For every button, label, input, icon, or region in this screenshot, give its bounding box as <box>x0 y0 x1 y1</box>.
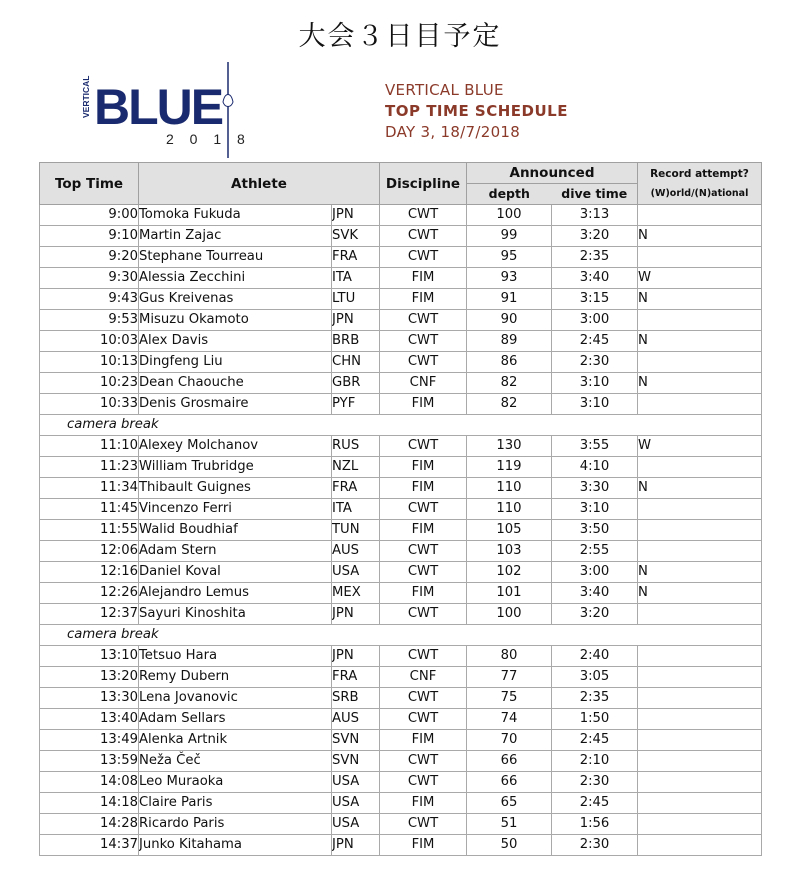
cell-top-time: 11:23 <box>40 457 139 478</box>
table-row <box>40 499 762 520</box>
table-row <box>40 583 762 604</box>
cell-discipline: CWT <box>380 541 467 562</box>
cell-record-attempt <box>638 730 762 751</box>
record-attempt-label: Record attempt? <box>650 167 749 180</box>
table-row <box>40 478 762 499</box>
table-row <box>40 352 762 373</box>
cell-dive-time: 2:45 <box>552 793 638 814</box>
cell-dive-time: 3:40 <box>552 583 638 604</box>
cell-nationality: BRB <box>332 331 380 352</box>
cell-athlete-name: Alenka Artnik <box>139 730 332 751</box>
column-header-top-time: Top Time <box>40 163 139 205</box>
cell-record-attempt: N <box>638 478 762 499</box>
cell-top-time: 12:26 <box>40 583 139 604</box>
cell-record-attempt <box>638 457 762 478</box>
table-row <box>40 226 762 247</box>
cell-top-time: 11:55 <box>40 520 139 541</box>
cell-athlete-name: Leo Muraoka <box>139 772 332 793</box>
cell-record-attempt <box>638 793 762 814</box>
cell-discipline: FIM <box>380 835 467 856</box>
cell-discipline: CWT <box>380 709 467 730</box>
cell-dive-time: 1:50 <box>552 709 638 730</box>
cell-record-attempt <box>638 772 762 793</box>
cell-depth: 66 <box>467 751 552 772</box>
cell-top-time: 11:45 <box>40 499 139 520</box>
cell-depth: 86 <box>467 352 552 373</box>
cell-dive-time: 2:40 <box>552 646 638 667</box>
cell-record-attempt <box>638 814 762 835</box>
cell-record-attempt: W <box>638 268 762 289</box>
cell-athlete-name: Adam Stern <box>139 541 332 562</box>
cell-depth: 99 <box>467 226 552 247</box>
cell-athlete-name: Alex Davis <box>139 331 332 352</box>
cell-athlete-name: Alexey Molchanov <box>139 436 332 457</box>
cell-discipline: CWT <box>380 226 467 247</box>
cell-depth: 89 <box>467 331 552 352</box>
cell-athlete-name: Dean Chaouche <box>139 373 332 394</box>
cell-discipline: CWT <box>380 814 467 835</box>
cell-discipline: CWT <box>380 562 467 583</box>
cell-discipline: CWT <box>380 751 467 772</box>
cell-discipline: CWT <box>380 247 467 268</box>
cell-dive-time: 3:55 <box>552 436 638 457</box>
cell-depth: 101 <box>467 583 552 604</box>
cell-athlete-name: Claire Paris <box>139 793 332 814</box>
cell-depth: 75 <box>467 688 552 709</box>
cell-nationality: RUS <box>332 436 380 457</box>
logo-diver-icon <box>223 95 233 107</box>
cell-depth: 51 <box>467 814 552 835</box>
cell-athlete-name: Remy Dubern <box>139 667 332 688</box>
cell-record-attempt: N <box>638 562 762 583</box>
record-attempt-legend: (W)orld/(N)ational <box>650 187 749 199</box>
cell-top-time: 14:18 <box>40 793 139 814</box>
column-header-record-attempt <box>638 163 762 205</box>
cell-athlete-name: Tomoka Fukuda <box>139 205 332 226</box>
cell-top-time: 11:10 <box>40 436 139 457</box>
cell-depth: 100 <box>467 604 552 625</box>
cell-nationality: FRA <box>332 667 380 688</box>
cell-discipline: FIM <box>380 583 467 604</box>
cell-record-attempt <box>638 835 762 856</box>
cell-depth: 105 <box>467 520 552 541</box>
cell-athlete-name: Walid Boudhiaf <box>139 520 332 541</box>
cell-dive-time: 2:45 <box>552 730 638 751</box>
cell-dive-time: 3:10 <box>552 499 638 520</box>
table-row <box>40 646 762 667</box>
cell-top-time: 12:16 <box>40 562 139 583</box>
cell-dive-time: 3:05 <box>552 667 638 688</box>
cell-nationality: USA <box>332 772 380 793</box>
cell-record-attempt <box>638 247 762 268</box>
cell-discipline: CWT <box>380 688 467 709</box>
cell-discipline: FIM <box>380 457 467 478</box>
cell-dive-time: 2:10 <box>552 751 638 772</box>
cell-depth: 93 <box>467 268 552 289</box>
cell-nationality: JPN <box>332 205 380 226</box>
cell-nationality: LTU <box>332 289 380 310</box>
cell-athlete-name: Misuzu Okamoto <box>139 310 332 331</box>
cell-top-time: 13:30 <box>40 688 139 709</box>
cell-athlete-name: Ricardo Paris <box>139 814 332 835</box>
cell-record-attempt <box>638 541 762 562</box>
cell-athlete-name: William Trubridge <box>139 457 332 478</box>
cell-athlete-name: Adam Sellars <box>139 709 332 730</box>
cell-nationality: NZL <box>332 457 380 478</box>
camera-break-row <box>40 625 762 646</box>
cell-dive-time: 4:10 <box>552 457 638 478</box>
cell-top-time: 10:33 <box>40 394 139 415</box>
cell-dive-time: 3:15 <box>552 289 638 310</box>
cell-dive-time: 3:20 <box>552 604 638 625</box>
cell-nationality: PYF <box>332 394 380 415</box>
cell-record-attempt: N <box>638 226 762 247</box>
vertical-blue-logo <box>76 62 276 158</box>
cell-record-attempt <box>638 604 762 625</box>
table-row <box>40 373 762 394</box>
cell-discipline: CWT <box>380 436 467 457</box>
heading-organization: VERTICAL BLUE <box>385 81 504 99</box>
cell-depth: 50 <box>467 835 552 856</box>
cell-discipline: FIM <box>380 520 467 541</box>
cell-depth: 66 <box>467 772 552 793</box>
cell-discipline: FIM <box>380 730 467 751</box>
cell-dive-time: 3:00 <box>552 562 638 583</box>
cell-nationality: GBR <box>332 373 380 394</box>
cell-dive-time: 2:30 <box>552 835 638 856</box>
cell-record-attempt <box>638 394 762 415</box>
cell-depth: 95 <box>467 247 552 268</box>
table-row <box>40 205 762 226</box>
cell-record-attempt: N <box>638 289 762 310</box>
cell-top-time: 9:43 <box>40 289 139 310</box>
table-row <box>40 310 762 331</box>
table-row <box>40 289 762 310</box>
table-row <box>40 562 762 583</box>
table-row <box>40 814 762 835</box>
cell-athlete-name: Junko Kitahama <box>139 835 332 856</box>
cell-depth: 91 <box>467 289 552 310</box>
table-row <box>40 793 762 814</box>
cell-nationality: MEX <box>332 583 380 604</box>
cell-dive-time: 2:35 <box>552 688 638 709</box>
cell-discipline: CWT <box>380 331 467 352</box>
cell-record-attempt: W <box>638 436 762 457</box>
cell-nationality: ITA <box>332 268 380 289</box>
cell-top-time: 13:49 <box>40 730 139 751</box>
heading-schedule-type: TOP TIME SCHEDULE <box>385 102 568 120</box>
cell-depth: 103 <box>467 541 552 562</box>
cell-athlete-name: Alessia Zecchini <box>139 268 332 289</box>
cell-athlete-name: Lena Jovanovic <box>139 688 332 709</box>
page-title: 大会３日目予定 <box>298 21 502 52</box>
cell-discipline: CWT <box>380 499 467 520</box>
cell-athlete-name: Gus Kreivenas <box>139 289 332 310</box>
camera-break-label: camera break <box>40 415 762 436</box>
table-row <box>40 667 762 688</box>
cell-nationality: SVN <box>332 730 380 751</box>
cell-top-time: 12:06 <box>40 541 139 562</box>
cell-record-attempt: N <box>638 373 762 394</box>
table-row <box>40 688 762 709</box>
cell-discipline: CWT <box>380 352 467 373</box>
cell-athlete-name: Sayuri Kinoshita <box>139 604 332 625</box>
cell-discipline: CWT <box>380 772 467 793</box>
cell-athlete-name: Daniel Koval <box>139 562 332 583</box>
cell-nationality: CHN <box>332 352 380 373</box>
cell-nationality: USA <box>332 562 380 583</box>
cell-record-attempt: N <box>638 583 762 604</box>
cell-depth: 110 <box>467 478 552 499</box>
column-header-announced: Announced <box>467 163 638 184</box>
cell-discipline: CNF <box>380 667 467 688</box>
column-header-dive-time: dive time <box>552 184 638 205</box>
cell-nationality: ITA <box>332 499 380 520</box>
cell-depth: 65 <box>467 793 552 814</box>
cell-record-attempt <box>638 646 762 667</box>
table-row <box>40 520 762 541</box>
table-row <box>40 772 762 793</box>
logo-vertical-text: VERTICAL <box>81 75 91 118</box>
cell-discipline: CWT <box>380 646 467 667</box>
cell-discipline: CWT <box>380 310 467 331</box>
cell-athlete-name: Martin Zajac <box>139 226 332 247</box>
cell-depth: 74 <box>467 709 552 730</box>
table-row <box>40 604 762 625</box>
cell-dive-time: 3:10 <box>552 394 638 415</box>
cell-athlete-name: Stephane Tourreau <box>139 247 332 268</box>
cell-depth: 82 <box>467 394 552 415</box>
cell-top-time: 10:03 <box>40 331 139 352</box>
schedule-body <box>40 205 762 856</box>
cell-nationality: USA <box>332 793 380 814</box>
camera-break-label: camera break <box>40 625 762 646</box>
cell-nationality: AUS <box>332 541 380 562</box>
cell-depth: 77 <box>467 667 552 688</box>
cell-top-time: 11:34 <box>40 478 139 499</box>
cell-record-attempt <box>638 709 762 730</box>
cell-top-time: 14:28 <box>40 814 139 835</box>
cell-record-attempt <box>638 751 762 772</box>
table-row <box>40 541 762 562</box>
cell-nationality: SVN <box>332 751 380 772</box>
cell-dive-time: 3:10 <box>552 373 638 394</box>
cell-athlete-name: Neža Čeč <box>139 751 332 772</box>
top-time-schedule-table <box>39 162 762 856</box>
cell-record-attempt <box>638 499 762 520</box>
cell-dive-time: 2:30 <box>552 352 638 373</box>
cell-top-time: 13:40 <box>40 709 139 730</box>
cell-top-time: 14:08 <box>40 772 139 793</box>
cell-depth: 102 <box>467 562 552 583</box>
table-row <box>40 730 762 751</box>
cell-athlete-name: Tetsuo Hara <box>139 646 332 667</box>
table-row <box>40 331 762 352</box>
cell-nationality: TUN <box>332 520 380 541</box>
table-row <box>40 436 762 457</box>
cell-depth: 110 <box>467 499 552 520</box>
cell-record-attempt <box>638 688 762 709</box>
cell-dive-time: 2:55 <box>552 541 638 562</box>
cell-depth: 82 <box>467 373 552 394</box>
cell-depth: 119 <box>467 457 552 478</box>
cell-discipline: FIM <box>380 793 467 814</box>
cell-athlete-name: Thibault Guignes <box>139 478 332 499</box>
cell-top-time: 9:30 <box>40 268 139 289</box>
cell-nationality: FRA <box>332 247 380 268</box>
cell-dive-time: 3:00 <box>552 310 638 331</box>
schedule-heading <box>385 80 568 143</box>
cell-top-time: 13:20 <box>40 667 139 688</box>
cell-discipline: FIM <box>380 268 467 289</box>
cell-top-time: 9:20 <box>40 247 139 268</box>
cell-dive-time: 1:56 <box>552 814 638 835</box>
cell-dive-time: 3:40 <box>552 268 638 289</box>
cell-record-attempt <box>638 352 762 373</box>
cell-nationality: SVK <box>332 226 380 247</box>
heading-day-date: DAY 3, 18/7/2018 <box>385 123 521 141</box>
cell-nationality: JPN <box>332 835 380 856</box>
cell-top-time: 13:59 <box>40 751 139 772</box>
column-header-discipline: Discipline <box>380 163 467 205</box>
cell-depth: 100 <box>467 205 552 226</box>
cell-top-time: 13:10 <box>40 646 139 667</box>
cell-dive-time: 2:45 <box>552 331 638 352</box>
cell-discipline: CWT <box>380 604 467 625</box>
cell-athlete-name: Vincenzo Ferri <box>139 499 332 520</box>
cell-athlete-name: Dingfeng Liu <box>139 352 332 373</box>
table-row <box>40 394 762 415</box>
logo-blue-text: BLUE <box>94 79 223 135</box>
cell-nationality: SRB <box>332 688 380 709</box>
cell-depth: 70 <box>467 730 552 751</box>
cell-top-time: 9:53 <box>40 310 139 331</box>
cell-top-time: 9:00 <box>40 205 139 226</box>
cell-athlete-name: Alejandro Lemus <box>139 583 332 604</box>
cell-dive-time: 3:20 <box>552 226 638 247</box>
cell-top-time: 14:37 <box>40 835 139 856</box>
table-row <box>40 247 762 268</box>
cell-top-time: 10:13 <box>40 352 139 373</box>
cell-depth: 130 <box>467 436 552 457</box>
cell-record-attempt: N <box>638 331 762 352</box>
cell-depth: 80 <box>467 646 552 667</box>
cell-nationality: FRA <box>332 478 380 499</box>
cell-nationality: JPN <box>332 310 380 331</box>
cell-record-attempt <box>638 205 762 226</box>
table-row <box>40 751 762 772</box>
cell-athlete-name: Denis Grosmaire <box>139 394 332 415</box>
cell-discipline: FIM <box>380 289 467 310</box>
cell-record-attempt <box>638 520 762 541</box>
cell-dive-time: 3:30 <box>552 478 638 499</box>
table-row <box>40 457 762 478</box>
cell-discipline: FIM <box>380 478 467 499</box>
cell-record-attempt <box>638 667 762 688</box>
cell-record-attempt <box>638 310 762 331</box>
cell-nationality: AUS <box>332 709 380 730</box>
cell-dive-time: 3:13 <box>552 205 638 226</box>
cell-top-time: 10:23 <box>40 373 139 394</box>
cell-dive-time: 3:50 <box>552 520 638 541</box>
cell-nationality: USA <box>332 814 380 835</box>
table-row <box>40 268 762 289</box>
table-row <box>40 709 762 730</box>
table-row <box>40 835 762 856</box>
camera-break-row <box>40 415 762 436</box>
column-header-athlete: Athlete <box>139 163 380 205</box>
cell-discipline: FIM <box>380 394 467 415</box>
cell-nationality: JPN <box>332 646 380 667</box>
cell-nationality: JPN <box>332 604 380 625</box>
cell-dive-time: 2:35 <box>552 247 638 268</box>
logo-year-text: 2 0 1 8 <box>166 131 251 147</box>
cell-top-time: 9:10 <box>40 226 139 247</box>
cell-depth: 90 <box>467 310 552 331</box>
cell-dive-time: 2:30 <box>552 772 638 793</box>
cell-discipline: CNF <box>380 373 467 394</box>
cell-top-time: 12:37 <box>40 604 139 625</box>
column-header-depth: depth <box>467 184 552 205</box>
cell-discipline: CWT <box>380 205 467 226</box>
